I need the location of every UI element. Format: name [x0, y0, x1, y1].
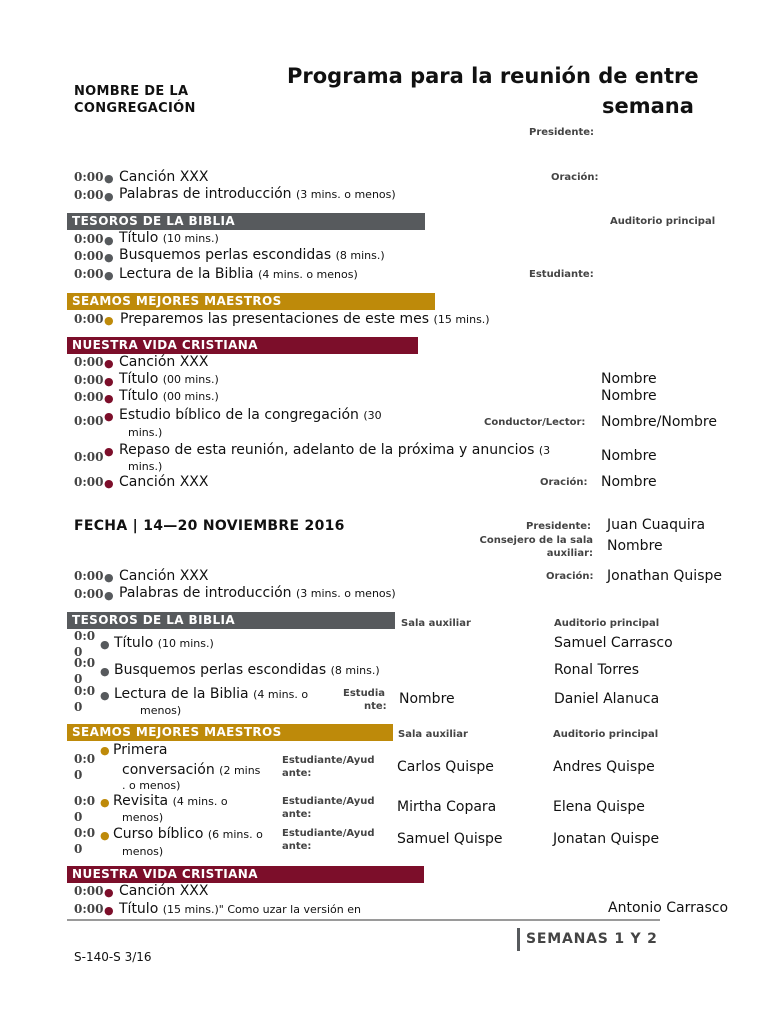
- sala-auxiliar-label: Sala auxiliar: [398, 729, 468, 740]
- oracion-label: Oración:: [551, 172, 599, 183]
- tesoros-time: 0:00: [74, 249, 104, 263]
- intro-item: Canción XXX: [119, 568, 209, 584]
- vida-time: 0:00: [74, 373, 104, 387]
- vida-time: 0:00: [74, 450, 104, 464]
- tesoros-item: Título (10 mins.): [114, 635, 214, 651]
- footer-rule: [67, 919, 660, 921]
- bullet-icon: ●: [100, 638, 110, 651]
- vida-item: Título (15 mins.)" Como uzar la versión en: [119, 901, 361, 917]
- bullet-icon: ●: [104, 314, 114, 327]
- bullet-icon: ●: [104, 172, 114, 185]
- section-header-tesoros: TESOROS DE LA BIBLIA: [67, 213, 425, 230]
- section-header-vida: NUESTRA VIDA CRISTIANA: [67, 337, 418, 354]
- bullet-icon: ●: [104, 904, 114, 917]
- vida-time: 0:00: [74, 884, 104, 898]
- auditorio-label: Auditorio principal: [610, 216, 716, 227]
- bullet-icon: ●: [104, 445, 114, 458]
- section-header-maestros: SEAMOS MEJORES MAESTROS: [67, 293, 435, 310]
- oracion-label: Oración:: [540, 477, 588, 488]
- maestros-item-note: . o menos): [122, 779, 181, 792]
- auditorio-assignee: Elena Quispe: [553, 799, 645, 815]
- vida-item: Título (00 mins.): [119, 371, 219, 387]
- page-title-line2: semana: [602, 94, 694, 118]
- vida-item: Canción XXX: [119, 354, 209, 370]
- presidente-label: Presidente:: [526, 521, 592, 532]
- consejero-name: Nombre: [607, 538, 663, 554]
- footer-code: S-140-S 3/16: [74, 950, 152, 964]
- vida-time: 0:00: [74, 475, 104, 489]
- estudiante-label: Estudiante:: [529, 269, 594, 280]
- bullet-icon: ●: [104, 392, 114, 405]
- bullet-icon: ●: [104, 357, 114, 370]
- auditorio-label: Auditorio principal: [554, 618, 660, 629]
- bullet-icon: ●: [100, 744, 110, 757]
- bullet-icon: ●: [100, 796, 110, 809]
- vida-assignee: Nombre: [601, 448, 657, 464]
- tesoros-item-note: menos): [140, 704, 182, 717]
- maestros-time: 0:00: [74, 312, 104, 326]
- intro-time: 0:00: [74, 188, 104, 202]
- bullet-icon: ●: [104, 571, 114, 584]
- tesoros-time: 0: [74, 672, 83, 686]
- congregation-label: NOMBRE DE LA CONGREGACIÓN: [74, 84, 196, 116]
- bullet-icon: ●: [104, 886, 114, 899]
- sala-auxiliar-assignee: Mirtha Copara: [397, 799, 497, 815]
- estudiante-ayudante-label: Estudiante/Ayud: [282, 755, 375, 766]
- maestros-time: 0:0: [74, 794, 96, 808]
- auditorio-assignee: Daniel Alanuca: [554, 691, 660, 707]
- maestros-item: Revisita (4 mins. o: [113, 793, 228, 809]
- tesoros-item: Lectura de la Biblia (4 mins. o: [114, 686, 309, 702]
- vida-assignee: Antonio Carrasco: [608, 900, 729, 916]
- vida-assignee: Nombre: [601, 388, 657, 404]
- estudiante-ayudante-label: Estudiante/Ayud: [282, 828, 375, 839]
- bullet-icon: ●: [100, 665, 110, 678]
- maestros-time: 0: [74, 842, 83, 856]
- vida-item: Canción XXX: [119, 474, 209, 490]
- estudiante-ayudante-label-2: ante:: [282, 768, 312, 779]
- estudiante-ayudante-label: Estudiante/Ayud: [282, 796, 375, 807]
- maestros-time: 0:0: [74, 752, 96, 766]
- maestros-time: 0: [74, 768, 83, 782]
- bullet-icon: ●: [104, 269, 114, 282]
- auditorio-assignee: Andres Quispe: [553, 759, 655, 775]
- page-title: Programa para la reunión de entre: [287, 64, 699, 88]
- conductor-label: Conductor/Lector:: [484, 417, 586, 428]
- footer-weeks: SEMANAS 1 Y 2: [526, 931, 658, 947]
- vida-item-note: mins.): [128, 460, 163, 473]
- intro-time: 0:00: [74, 170, 104, 184]
- bullet-icon: ●: [104, 234, 114, 247]
- section-header-tesoros: TESOROS DE LA BIBLIA: [67, 612, 395, 629]
- intro-item: Palabras de introducción (3 mins. o menos): [119, 186, 396, 202]
- vida-item-note: mins.): [128, 426, 163, 439]
- auditorio-assignee: Samuel Carrasco: [554, 635, 673, 651]
- vida-item: Canción XXX: [119, 883, 209, 899]
- maestros-time: 0:0: [74, 826, 96, 840]
- intro-time: 0:00: [74, 569, 104, 583]
- tesoros-time: 0:0: [74, 629, 96, 643]
- tesoros-item: Busquemos perlas escondidas (8 mins.): [119, 247, 385, 263]
- bullet-icon: ●: [104, 375, 114, 388]
- vida-time: 0:00: [74, 390, 104, 404]
- maestros-item: Preparemos las presentaciones de este mes (15 mins.): [120, 311, 490, 327]
- sala-auxiliar-assignee: Carlos Quispe: [397, 759, 494, 775]
- section-header-maestros: SEAMOS MEJORES MAESTROS: [67, 724, 393, 741]
- vida-item: Repaso de esta reunión, adelanto de la próxima y anuncios (3: [119, 442, 551, 458]
- maestros-item-note: menos): [122, 811, 164, 824]
- tesoros-time: 0:00: [74, 267, 104, 281]
- vida-assignee: Nombre/Nombre: [601, 414, 717, 430]
- vida-time: 0:00: [74, 902, 104, 916]
- auditorio-label: Auditorio principal: [553, 729, 659, 740]
- intro-item: Palabras de introducción (3 mins. o menos): [119, 585, 396, 601]
- estudiante-label: Estudia: [343, 688, 386, 699]
- vida-time: 0:00: [74, 355, 104, 369]
- estudiante-ayudante-label-2: ante:: [282, 841, 312, 852]
- tesoros-item: Título (10 mins.): [119, 230, 219, 246]
- bullet-icon: ●: [104, 251, 114, 264]
- section-header-vida: NUESTRA VIDA CRISTIANA: [67, 866, 424, 883]
- sala-auxiliar-assignee: Samuel Quispe: [397, 831, 503, 847]
- vida-assignee: Nombre: [601, 474, 657, 490]
- estudiante-ayudante-label-2: ante:: [282, 809, 312, 820]
- tesoros-time: 0:0: [74, 684, 96, 698]
- vida-assignee: Nombre: [601, 371, 657, 387]
- sala-auxiliar-assignee: Nombre: [399, 691, 455, 707]
- maestros-time: 0: [74, 810, 83, 824]
- maestros-item-line2: conversación (2 mins: [122, 762, 261, 778]
- vida-item: Título (00 mins.): [119, 388, 219, 404]
- vida-item: Estudio bíblico de la congregación (30: [119, 407, 382, 423]
- consejero-label: Consejero de la sala: [479, 535, 593, 546]
- footer-weeks-divider: [517, 928, 520, 951]
- intro-time: 0:00: [74, 587, 104, 601]
- tesoros-time: 0: [74, 645, 83, 659]
- week-date: FECHA | 14—20 NOVIEMBRE 2016: [74, 518, 345, 534]
- maestros-item: Primera: [113, 742, 168, 758]
- sala-auxiliar-label: Sala auxiliar: [401, 618, 471, 629]
- intro-item: Canción XXX: [119, 169, 209, 185]
- oracion-label: Oración:: [546, 571, 594, 582]
- vida-time: 0:00: [74, 414, 104, 428]
- tesoros-time: 0: [74, 700, 83, 714]
- bullet-icon: ●: [100, 689, 110, 702]
- maestros-item-note: menos): [122, 845, 164, 858]
- estudiante-label-2: nte:: [364, 701, 387, 712]
- maestros-item: Curso bíblico (6 mins. o: [113, 826, 263, 842]
- tesoros-item: Busquemos perlas escondidas (8 mins.): [114, 662, 380, 678]
- presidente-name: Juan Cuaquira: [607, 517, 706, 533]
- auditorio-assignee: Ronal Torres: [554, 662, 640, 678]
- tesoros-item: Lectura de la Biblia (4 mins. o menos): [119, 266, 358, 282]
- auditorio-assignee: Jonatan Quispe: [553, 831, 660, 847]
- consejero-label-2: auxiliar:: [546, 548, 593, 559]
- presidente-label: Presidente:: [529, 127, 595, 138]
- oracion-name: Jonathan Quispe: [607, 568, 722, 584]
- bullet-icon: ●: [104, 190, 114, 203]
- bullet-icon: ●: [104, 477, 114, 490]
- bullet-icon: ●: [104, 410, 114, 423]
- tesoros-time: 0:0: [74, 656, 96, 670]
- bullet-icon: ●: [104, 589, 114, 602]
- tesoros-time: 0:00: [74, 232, 104, 246]
- bullet-icon: ●: [100, 829, 110, 842]
